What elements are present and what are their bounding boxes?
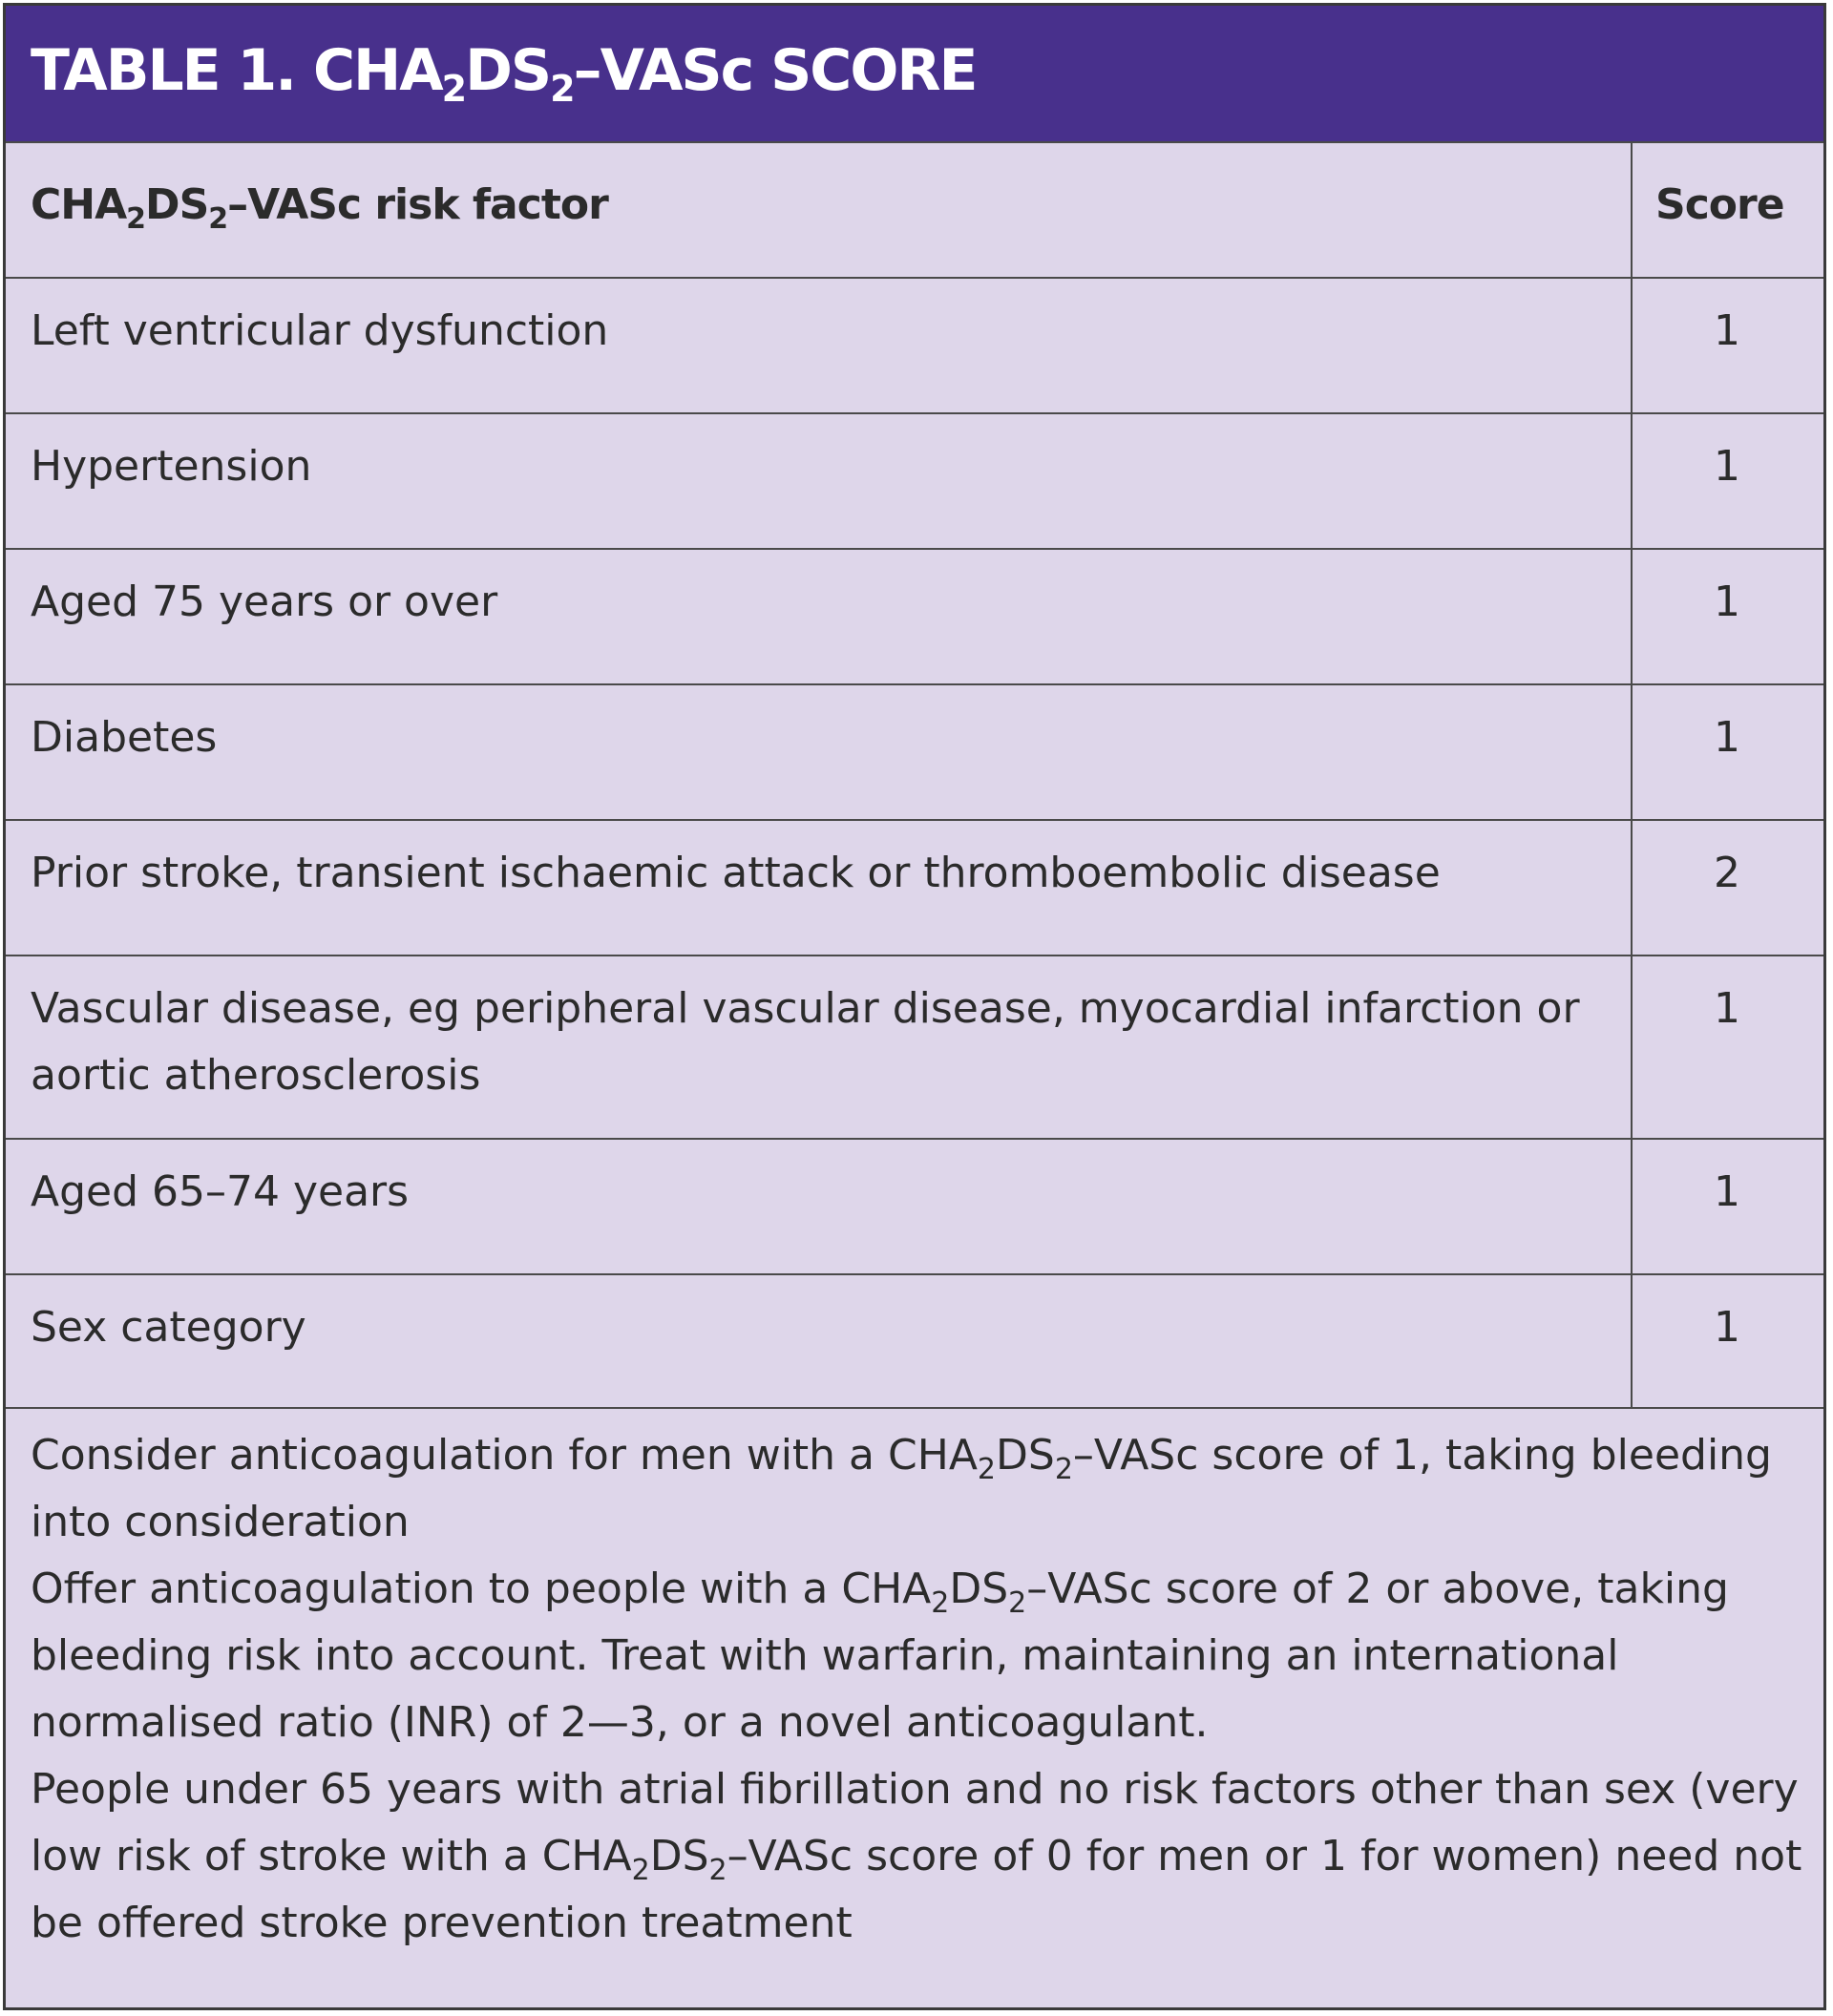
table-row — [6, 412, 1823, 548]
table-row — [6, 955, 1823, 1138]
table-title: TABLE 1. $CHA_2DS_2$–VASc SCORE — [31, 37, 977, 110]
table-row — [6, 548, 1823, 683]
table-row — [6, 1138, 1823, 1273]
header-score: Score — [1655, 180, 1784, 229]
table-notes — [6, 1407, 1823, 2009]
note-line: People under 65 years with atrial fibrillation and no risk factors other than sex (very — [31, 1765, 1799, 1814]
risk-factor-cell: Hypertension — [31, 442, 312, 491]
note-line: Consider anticoagulation for men with a $CHA_2DS_2$–VASc score of 1, taking bleeding — [31, 1431, 1772, 1486]
risk-factor-cell: Diabetes — [31, 713, 218, 762]
risk-factor-line: Vascular disease, eg peripheral vascular disease, myocardial infarction or — [31, 984, 1580, 1033]
risk-factor-line: aortic atherosclerosis — [31, 1051, 481, 1100]
score-cell: 1 — [1714, 442, 1740, 491]
table-row — [6, 819, 1823, 955]
header-risk-factor: $CHA_2DS_2$–VASc risk factor — [31, 180, 608, 236]
risk-factor-cell — [31, 976, 1606, 1109]
table-header-row — [6, 141, 1823, 277]
score-cell: 1 — [1714, 1167, 1740, 1216]
score-cell: 1 — [1714, 713, 1740, 762]
table-row — [6, 277, 1823, 412]
table-title-bar — [6, 6, 1823, 141]
score-cell: 1 — [1714, 1303, 1740, 1352]
table-row — [6, 1273, 1823, 1407]
score-cell: 1 — [1714, 306, 1740, 355]
score-cell: 1 — [1714, 984, 1740, 1033]
note-line: bleeding risk into account. Treat with warfarin, maintaining an international — [31, 1631, 1619, 1680]
note-line: be offered stroke prevention treatment — [31, 1899, 853, 1947]
note-line: Offer anticoagulation to people with a $CHA_2DS_2$–VASc score of 2 or above, taking — [31, 1564, 1729, 1620]
cha2ds2-vasc-table — [3, 3, 1826, 2010]
risk-factor-cell: Aged 75 years or over — [31, 578, 498, 626]
score-cell: 2 — [1714, 849, 1740, 897]
risk-factor-cell: Aged 65–74 years — [31, 1167, 410, 1216]
note-line: normalised ratio (INR) of 2—3, or a novel anticoagulant. — [31, 1698, 1209, 1747]
table-row — [6, 683, 1823, 819]
risk-factor-cell: Left ventricular dysfunction — [31, 306, 609, 355]
note-line: low risk of stroke with a $CHA_2DS_2$–VASc score of 0 for men or 1 for women) need not — [31, 1832, 1802, 1887]
note-line: into consideration — [31, 1498, 410, 1546]
risk-factor-cell: Sex category — [31, 1303, 306, 1352]
risk-factor-cell: Prior stroke, transient ischaemic attack or thromboembolic disease — [31, 849, 1441, 897]
score-cell: 1 — [1714, 578, 1740, 626]
